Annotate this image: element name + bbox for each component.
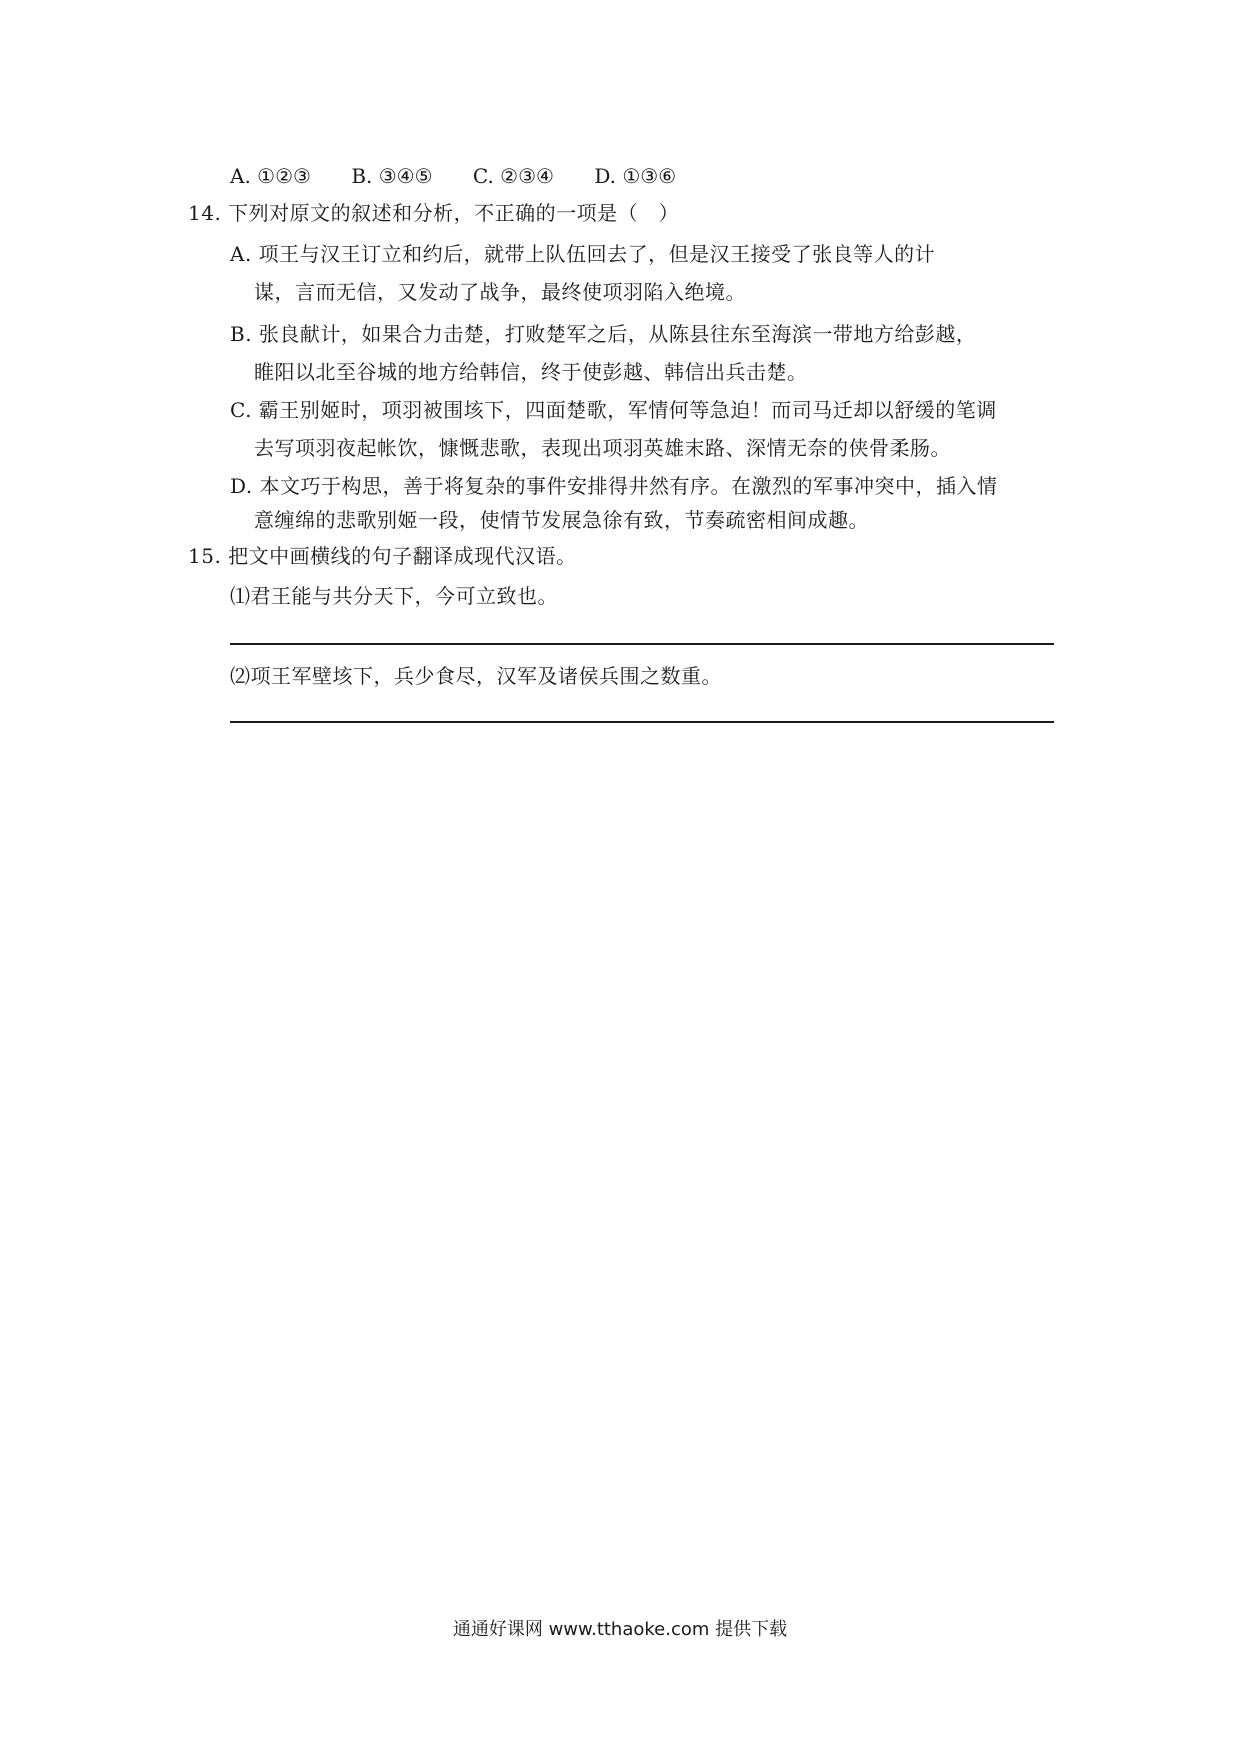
q15-sentence-1: ⑴君王能与共分天下，今可立致也。: [230, 584, 558, 608]
q13-option-a: A. ①②③: [230, 164, 311, 188]
q13-option-d: D. ①③⑥: [594, 164, 677, 188]
q14-option-a-line1: A. 项王与汉王订立和约后，就带上队伍回去了，但是汉王接受了张良等人的计: [230, 242, 936, 266]
q14-option-d-line1: D. 本文巧于构思，善于将复杂的事件安排得井然有序。在激烈的军事冲突中，插入情: [230, 474, 998, 498]
q15-answer-line-1[interactable]: [230, 643, 1054, 645]
q15-stem: 15. 把文中画横线的句子翻译成现代汉语。: [188, 544, 577, 568]
q14-stem: 14. 下列对原文的叙述和分析，不正确的一项是（ ）: [188, 201, 680, 225]
q14-option-c-line1: C. 霸王别姬时，项羽被围垓下，四面楚歌，军情何等急迫！而司马迁却以舒缓的笔调: [230, 398, 997, 422]
q14-option-d-line2: 意缠绵的悲歌别姬一段，使情节发展急徐有致，节奏疏密相间成趣。: [254, 508, 869, 532]
q13-options: [230, 162, 710, 190]
page-footer: 通通好课网 www.tthaoke.com 提供下载: [452, 1619, 788, 1640]
q15-answer-line-2[interactable]: [230, 721, 1054, 723]
q14-option-b-line1: B. 张良献计，如果合力击楚，打败楚军之后，从陈县往东至海滨一带地方给彭越，: [230, 322, 977, 346]
q14-option-c-line2: 去写项羽夜起帐饮，慷慨悲歌，表现出项羽英雄末路、深情无奈的侠骨柔肠。: [254, 436, 951, 460]
q15-sentence-2: ⑵项王军壁垓下，兵少食尽，汉军及诸侯兵围之数重。: [230, 664, 722, 688]
q14-option-b-line2: 睢阳以北至谷城的地方给韩信，终于使彭越、韩信出兵击楚。: [254, 360, 808, 384]
q13-option-b: B. ③④⑤: [351, 164, 433, 188]
q14-option-a-line2: 谋，言而无信，又发动了战争，最终使项羽陷入绝境。: [254, 280, 746, 304]
q13-option-c: C. ②③④: [472, 164, 554, 188]
